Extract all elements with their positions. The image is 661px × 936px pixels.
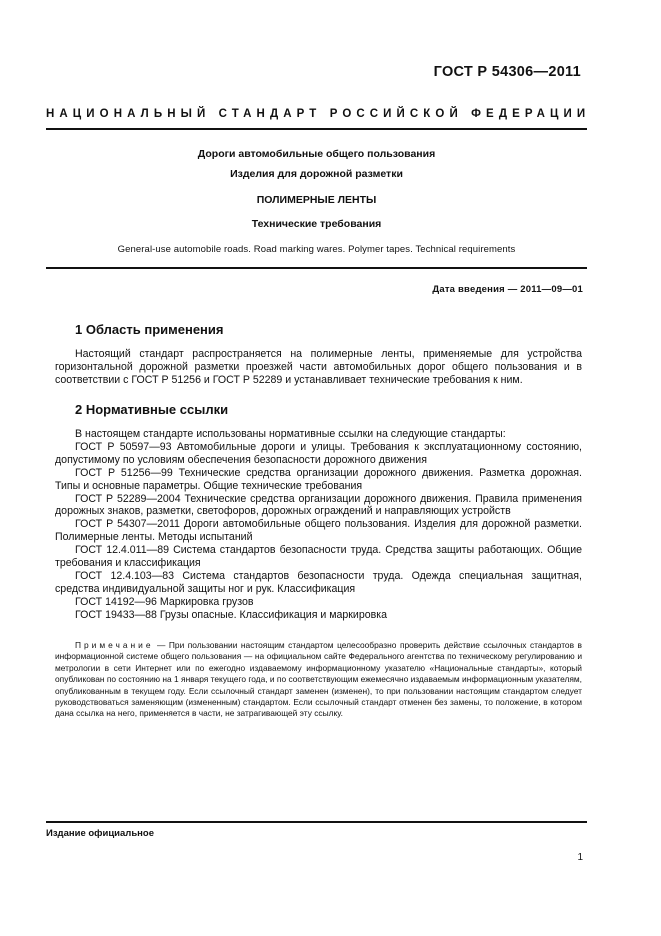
edition-label: Издание официальное bbox=[46, 828, 154, 839]
section-1-body bbox=[55, 348, 582, 387]
english-title: General-use automobile roads. Road marking wares. Polymer tapes. Technical requirements bbox=[117, 244, 516, 255]
footer-divider bbox=[46, 821, 587, 823]
document-code: ГОСТ Р 54306—2011 bbox=[433, 64, 581, 80]
note-label: Примечание bbox=[75, 640, 154, 650]
title-divider bbox=[46, 267, 587, 269]
reference-item: ГОСТ Р 54307—2011 Дороги автомобильные общего пользования. Изделия для дорожной разметки. Полимерные ленты. Методы испытаний bbox=[55, 518, 582, 544]
reference-item: ГОСТ 19433—88 Грузы опасные. Классификация и маркировка bbox=[75, 608, 388, 621]
section-2-body bbox=[55, 428, 582, 622]
reference-item: ГОСТ Р 50597—93 Автомобильные дороги и улицы. Требования к эксплуатационному состоянию, допустимому по условиям обеспечения безопасности дорожного движения bbox=[55, 440, 582, 466]
page-number: 1 bbox=[577, 852, 583, 863]
intro-date: Дата введения — 2011—09—01 bbox=[432, 284, 583, 295]
top-divider bbox=[46, 128, 587, 130]
reference-item: ГОСТ Р 51256—99 Технические средства организации дорожного движения. Разметка дорожная. Типы и основные параметры. Общие технические требования bbox=[55, 466, 582, 492]
note-text: — При пользовании настоящим стандартом целесообразно проверить действие ссылочных стандартов в информационной системе общего пользования — на официальном сайте Федерального агентства по техническому регулированию и метрологии в сети Интернет или по ежегодно издаваемому информационному указателю «Национальные стандарты», который опубликован по состоянию на 1 января текущего года, и по соответствующим ежемесячно издаваемым информационным указателям, опубликованным в текущем году. Если ссылочный стандарт заменен (изменен), то при пользовании настоящим стандартом следует руководствоваться заменяющим (измененным) стандартом. Если ссылочный стандарт отменен без замены, то положение, в котором дана ссылка на него, применяется в части, не затрагивающей эту ссылку. bbox=[55, 640, 583, 719]
title-line-2: Изделия для дорожной разметки bbox=[230, 168, 403, 180]
reference-intro: В настоящем стандарте использованы нормативные ссылки на следующие стандарты: bbox=[75, 428, 506, 440]
reference-item: ГОСТ 12.4.011—89 Система стандартов безопасности труда. Средства защиты работающих. Общие требования и классификация bbox=[55, 544, 582, 570]
document-title: ПОЛИМЕРНЫЕ ЛЕНТЫ bbox=[256, 194, 377, 206]
title-line-1: Дороги автомобильные общего пользования bbox=[197, 148, 436, 160]
reference-item: ГОСТ 12.4.103—83 Система стандартов безопасности труда. Одежда специальная защитная, средства индивидуальной защиты ног и рук. Классификация bbox=[55, 569, 582, 595]
document-subtitle: Технические требования bbox=[251, 218, 382, 230]
section-1-paragraph: Настоящий стандарт распространяется на полимерные ленты, применяемые для устройства горизонтальной дорожной разметки проезжей части автомобильных дорог общего пользования и в соответствии с ГОСТ Р 51256 и ГОСТ Р 52289 и устанавливает технические требования к ним. bbox=[55, 348, 582, 386]
section-1-heading: 1 Область применения bbox=[75, 322, 224, 337]
reference-item: ГОСТ Р 52289—2004 Технические средства организации дорожного движения. Правила применения дорожных знаков, разметки, светофоров, дорожных ограждений и направляющих устройств bbox=[55, 492, 582, 518]
section-2-heading: 2 Нормативные ссылки bbox=[75, 402, 229, 417]
reference-item: ГОСТ 14192—96 Маркировка грузов bbox=[75, 595, 254, 608]
note-block bbox=[55, 640, 582, 720]
national-standard-banner: НАЦИОНАЛЬНЫЙ СТАНДАРТ РОССИЙСКОЙ ФЕДЕРАЦИИ bbox=[46, 108, 591, 120]
